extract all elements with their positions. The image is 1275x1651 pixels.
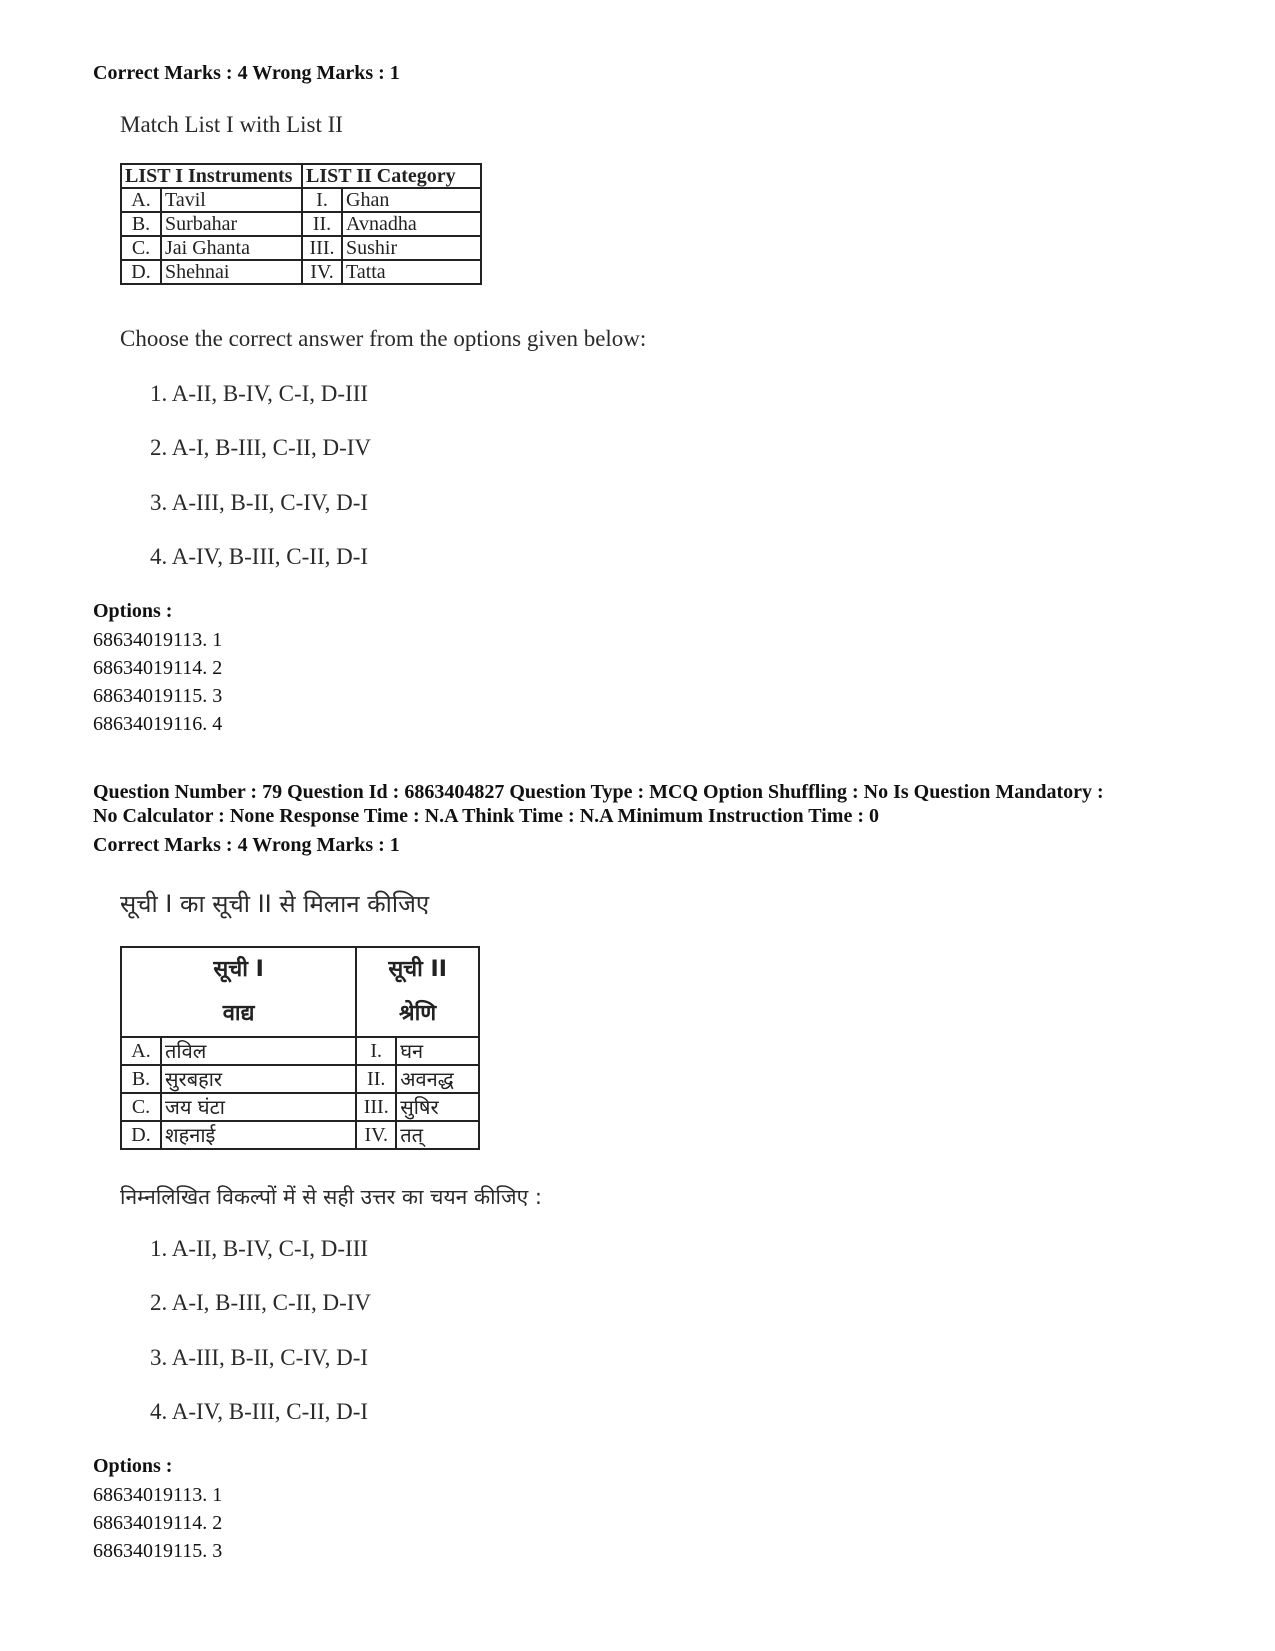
row-instrument: Tavil [161, 188, 302, 212]
row-key: II. [356, 1065, 396, 1093]
table-header-row [121, 164, 481, 188]
table-row [121, 212, 481, 236]
option-item: 68634019115. 3 [93, 685, 223, 707]
row-key: B. [121, 1065, 161, 1093]
row-key: A. [121, 188, 161, 212]
q78-answer-2: 2. A-I, B-III, C-II, D-IV [150, 435, 371, 460]
row-category: घन [396, 1037, 479, 1065]
q79-marks: Correct Marks : 4 Wrong Marks : 1 [93, 834, 400, 856]
q79-header-line2: No Calculator : None Response Time : N.A Think Time : N.A Minimum Instruction Time : 0 [93, 805, 879, 827]
row-key: C. [121, 236, 161, 260]
q79-options-list [93, 1481, 222, 1565]
option-item: 68634019113. 1 [93, 629, 223, 651]
row-instrument: Shehnai [161, 260, 302, 284]
list1-header-title: सूची I [213, 957, 264, 982]
row-key: III. [356, 1093, 396, 1121]
row-category: Ghan [342, 188, 481, 212]
row-category: तत् [396, 1121, 479, 1149]
row-key: III. [302, 236, 342, 260]
q79-header-line1: Question Number : 79 Question Id : 6863404827 Question Type : MCQ Option Shuffling : No Is Question Mandatory : [93, 781, 1104, 803]
list1-header: LIST I Instruments [121, 164, 302, 188]
table-row [121, 260, 481, 284]
row-instrument: शहनाई [161, 1121, 356, 1149]
table-row [121, 1121, 479, 1149]
q78-options-list [93, 626, 222, 738]
q78-answer-1: 1. A-II, B-IV, C-I, D-III [150, 381, 369, 406]
q79-answer-4: 4. A-IV, B-III, C-II, D-I [150, 1399, 369, 1424]
q78-marks: Correct Marks : 4 Wrong Marks : 1 [93, 62, 400, 84]
option-item: 68634019113. 1 [93, 1484, 223, 1506]
q78-match-table [120, 163, 482, 285]
row-key: C. [121, 1093, 161, 1121]
row-instrument: Surbahar [161, 212, 302, 236]
table-header-row [121, 947, 479, 1037]
row-key: IV. [356, 1121, 396, 1149]
option-item: 68634019114. 2 [93, 657, 223, 679]
row-key: I. [302, 188, 342, 212]
q79-match-table [120, 946, 480, 1150]
q78-instruction: Choose the correct answer from the options given below: [120, 326, 647, 351]
list1-header-subtitle: वाद्य [222, 1001, 255, 1026]
table-row [121, 1093, 479, 1121]
table-row [121, 188, 481, 212]
q78-options-label: Options : [93, 600, 173, 622]
row-key: D. [121, 1121, 161, 1149]
row-category: Tatta [342, 260, 481, 284]
row-category: अवनद्ध [396, 1065, 479, 1093]
row-key: I. [356, 1037, 396, 1065]
q79-answer-1: 1. A-II, B-IV, C-I, D-III [150, 1236, 369, 1261]
table-row [121, 1037, 479, 1065]
q78-answer-3: 3. A-III, B-II, C-IV, D-I [150, 490, 369, 515]
option-item: 68634019114. 2 [93, 1512, 223, 1534]
row-key: II. [302, 212, 342, 236]
row-category: Avnadha [342, 212, 481, 236]
q79-answer-2: 2. A-I, B-III, C-II, D-IV [150, 1290, 371, 1315]
q78-answer-4: 4. A-IV, B-III, C-II, D-I [150, 544, 369, 569]
table-row [121, 1065, 479, 1093]
row-instrument: सुरबहार [161, 1065, 356, 1093]
list1-header [121, 947, 356, 1037]
option-item: 68634019115. 3 [93, 1540, 223, 1562]
q78-prompt: Match List I with List II [120, 112, 343, 137]
row-key: IV. [302, 260, 342, 284]
row-instrument: जय घंटा [161, 1093, 356, 1121]
row-key: B. [121, 212, 161, 236]
q79-instruction: निम्नलिखित विकल्पों में से सही उत्तर का चयन कीजिए : [120, 1185, 542, 1209]
list2-header-subtitle: श्रेणि [399, 1001, 437, 1026]
row-instrument: Jai Ghanta [161, 236, 302, 260]
q79-answer-3: 3. A-III, B-II, C-IV, D-I [150, 1345, 369, 1370]
row-category: Sushir [342, 236, 481, 260]
row-instrument: तविल [161, 1037, 356, 1065]
list2-header: LIST II Category [302, 164, 481, 188]
list2-header-title: सूची II [388, 957, 447, 982]
row-key: A. [121, 1037, 161, 1065]
q79-prompt: सूची I का सूची II से मिलान कीजिए [120, 890, 430, 918]
row-key: D. [121, 260, 161, 284]
q79-options-label: Options : [93, 1455, 173, 1477]
row-category: सुषिर [396, 1093, 479, 1121]
option-item: 68634019116. 4 [93, 713, 223, 735]
table-row [121, 236, 481, 260]
list2-header [356, 947, 479, 1037]
